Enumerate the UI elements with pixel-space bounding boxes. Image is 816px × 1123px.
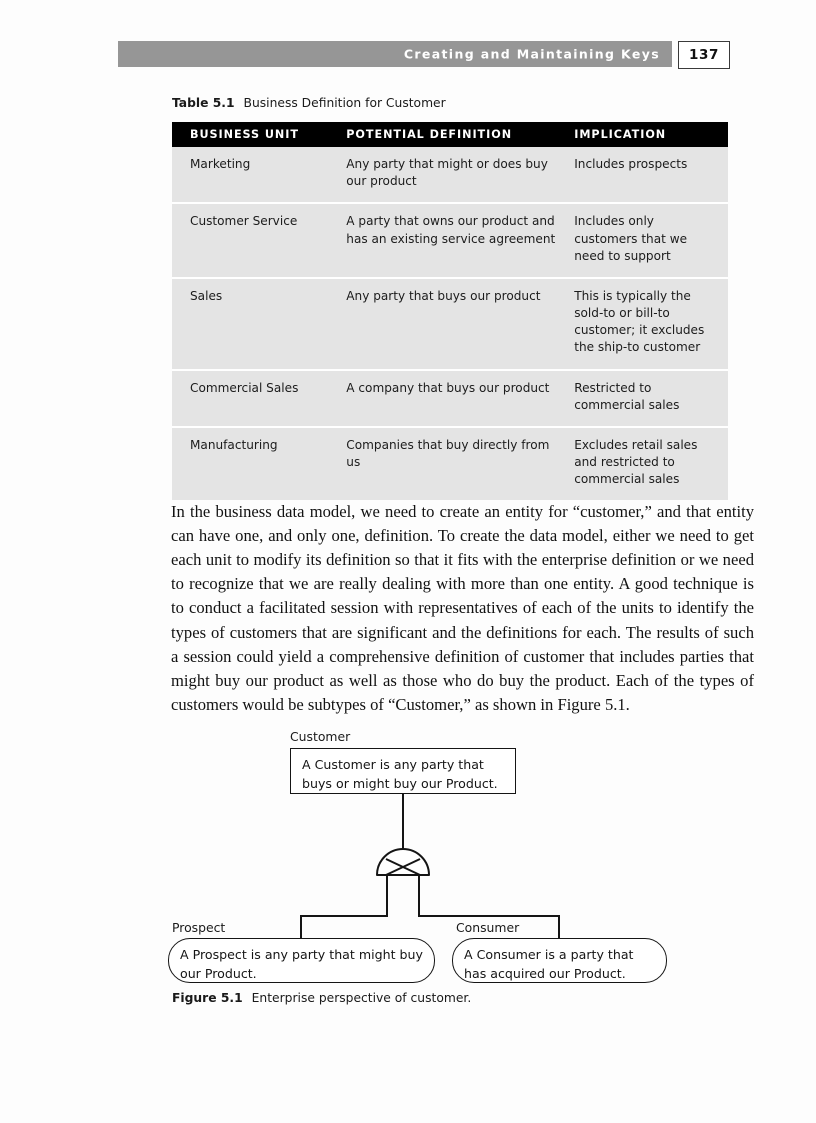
table-caption xyxy=(172,96,446,110)
entity-label-prospect: Prospect xyxy=(172,920,226,935)
column-header-implication: IMPLICATION xyxy=(568,122,728,147)
cell-business-unit: Manufacturing xyxy=(172,427,344,501)
discriminator-dome-shape xyxy=(377,849,429,875)
table-body xyxy=(172,147,728,500)
page-number-badge xyxy=(678,41,730,69)
entity-box-customer: A Customer is any party that buys or might buy our Product. xyxy=(290,748,516,794)
table-row xyxy=(172,203,728,278)
figure-caption-text: Enterprise perspective of customer. xyxy=(251,991,472,1005)
table-row xyxy=(172,427,728,501)
table-row xyxy=(172,147,728,203)
table-caption-lead: Table 5.1 xyxy=(172,96,235,110)
cell-business-unit: Customer Service xyxy=(172,203,344,278)
table-header-row xyxy=(172,122,728,147)
entity-label-consumer: Consumer xyxy=(456,920,520,935)
cell-potential-definition: A party that owns our product and has an existing service agreement xyxy=(344,203,568,278)
cell-potential-definition: Any party that might or does buy our product xyxy=(344,147,568,203)
body-paragraph: In the business data model, we need to create an entity for “customer,” and that entity can have one, and only one, definition. To create the data model, either we need to get each unit to modify its definition so that it fits with the enterprise definition or we need to recognize that we are really dealing with more than one entity. A good technique is to conduct a facilitated session with representatives of each of the units to identify the types of customers that are significant and the definitions for each. The results of such a session could yield a comprehensive definition of customer that includes parties that might buy our product as well as those who do buy the product. Each of the types of customers would be subtypes of “Customer,” as shown in Figure 5.1. xyxy=(171,501,754,715)
figure-5-1-diagram xyxy=(160,726,700,986)
page-number: 137 xyxy=(689,47,719,63)
cell-potential-definition: Any party that buys our product xyxy=(344,278,568,370)
table-head xyxy=(172,122,728,147)
running-header-band xyxy=(118,41,672,67)
table-row xyxy=(172,370,728,427)
business-definition-table xyxy=(172,122,728,500)
cell-implication: Includes prospects xyxy=(568,147,728,203)
cell-business-unit: Sales xyxy=(172,278,344,370)
figure-caption-lead: Figure 5.1 xyxy=(172,991,243,1005)
cell-potential-definition: Companies that buy directly from us xyxy=(344,427,568,501)
cell-implication: This is typically the sold-to or bill-to customer; it excludes the ship-to customer xyxy=(568,278,728,370)
table-caption-text: Business Definition for Customer xyxy=(243,96,446,110)
cell-implication: Restricted to commercial sales xyxy=(568,370,728,427)
column-header-business-unit: BUSINESS UNIT xyxy=(172,122,344,147)
cell-potential-definition: A company that buys our product xyxy=(344,370,568,427)
cell-implication: Includes only customers that we need to support xyxy=(568,203,728,278)
running-header-title: Creating and Maintaining Keys xyxy=(403,46,660,62)
table-row xyxy=(172,278,728,370)
entity-label-customer: Customer xyxy=(290,729,351,744)
cell-business-unit: Commercial Sales xyxy=(172,370,344,427)
cell-implication: Excludes retail sales and restricted to commercial sales xyxy=(568,427,728,501)
entity-box-prospect: A Prospect is any party that might buy our Product. xyxy=(168,938,435,983)
figure-caption xyxy=(172,991,471,1005)
entity-box-consumer: A Consumer is a party that has acquired our Product. xyxy=(452,938,667,983)
column-header-potential-definition: POTENTIAL DEFINITION xyxy=(344,122,568,147)
connector-to-prospect xyxy=(301,875,387,938)
cell-business-unit: Marketing xyxy=(172,147,344,203)
